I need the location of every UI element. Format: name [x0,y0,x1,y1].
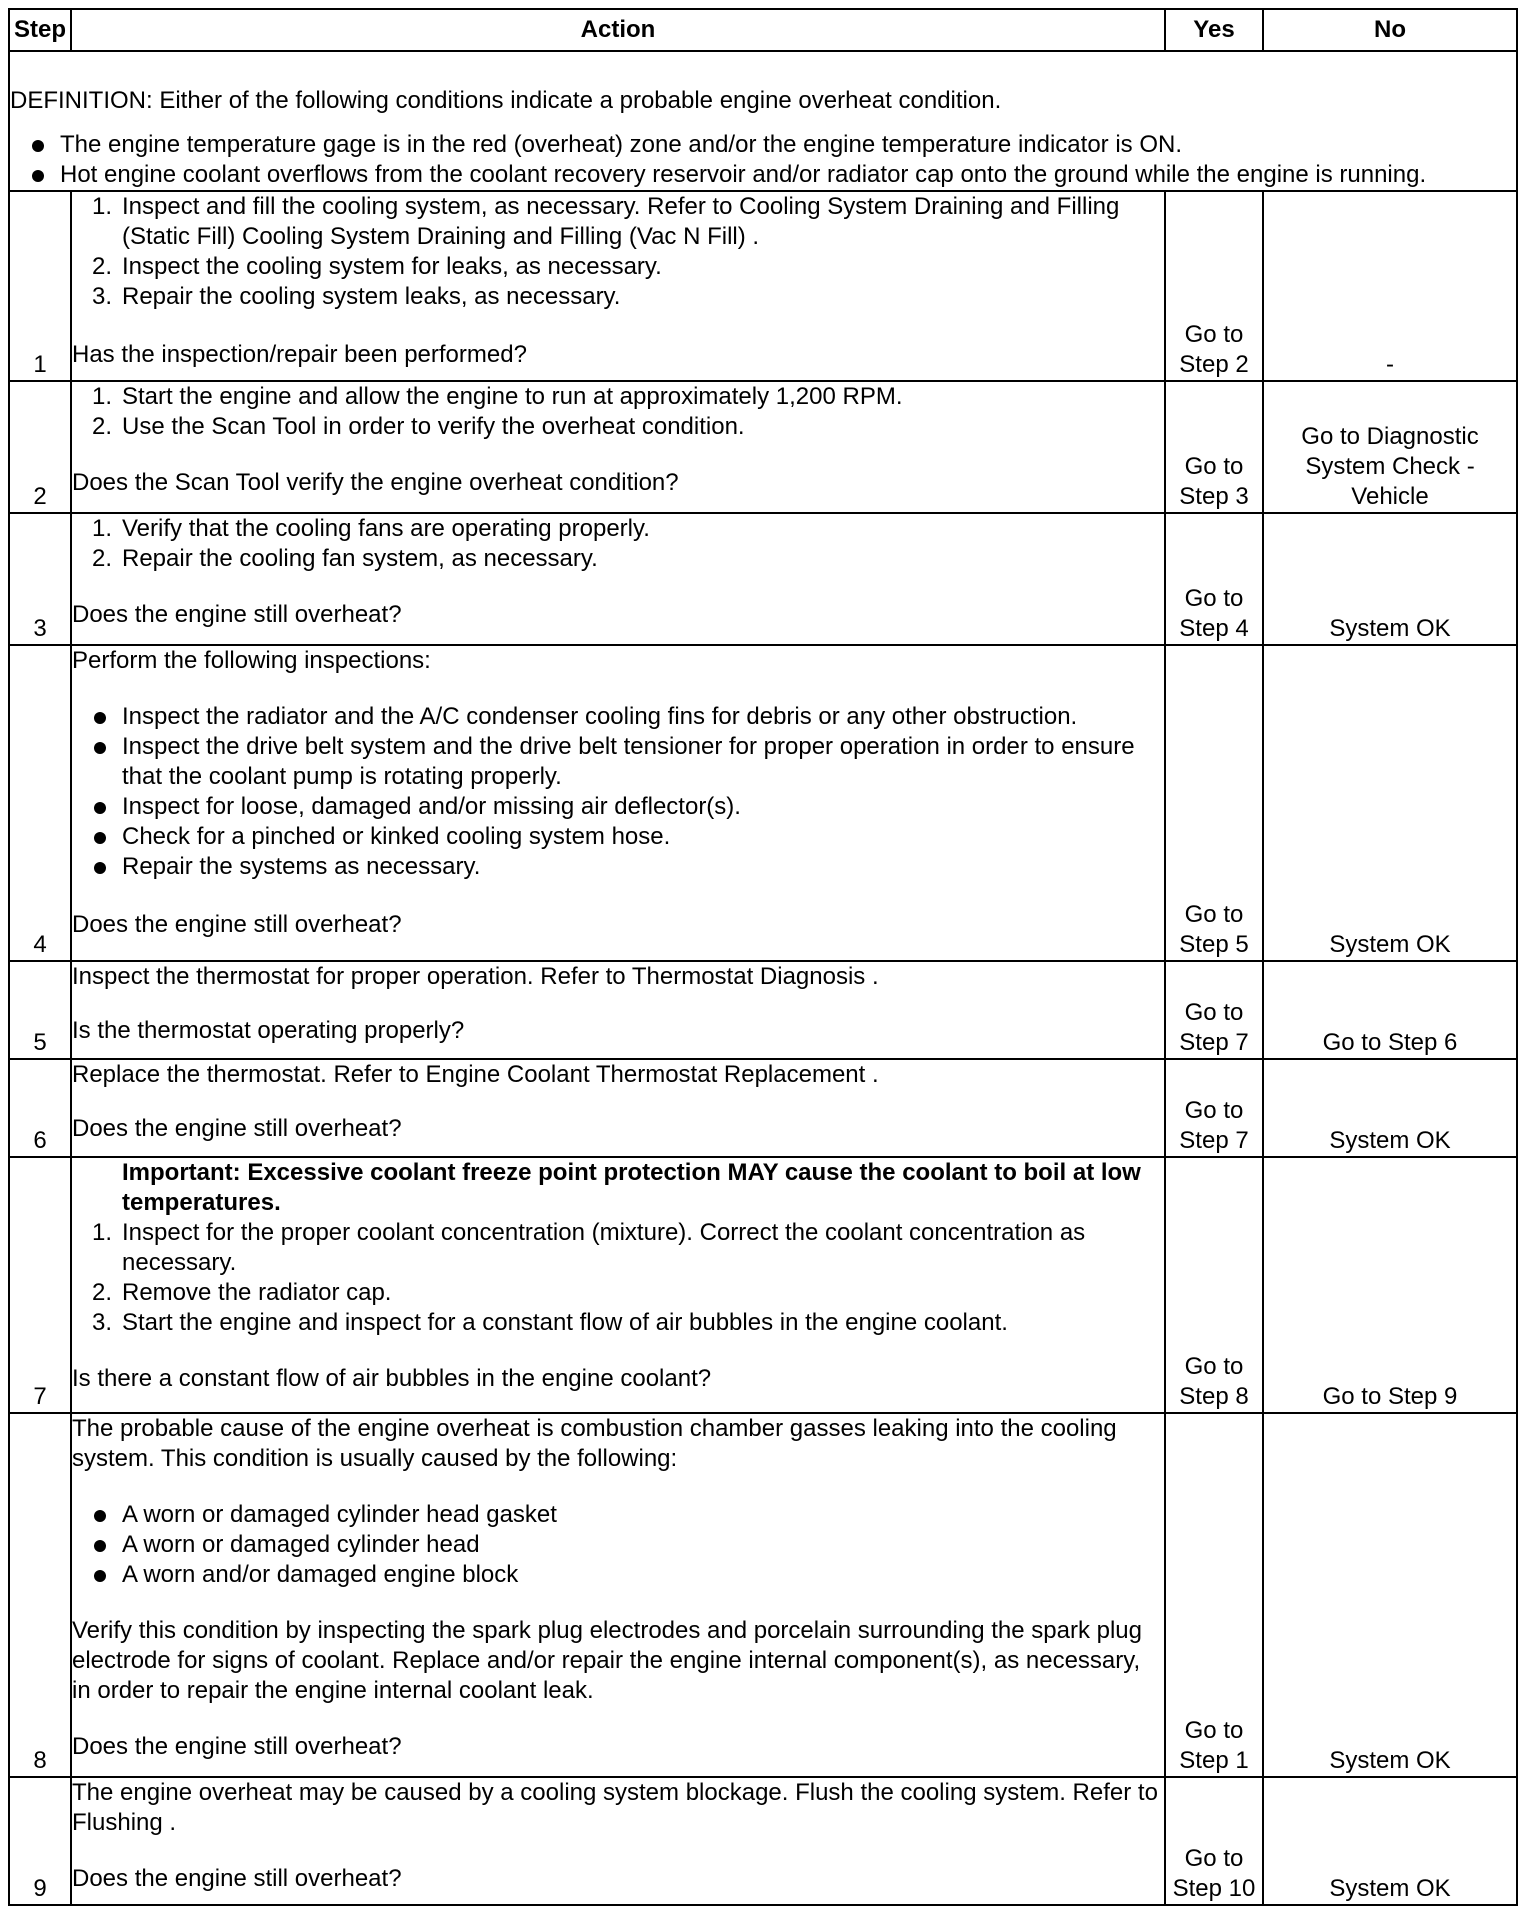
bullet-icon [94,1540,106,1552]
list-item: Repair the systems as necessary. [72,852,1164,882]
intro-text: Replace the thermostat. Refer to Engine Coolant Thermostat Replacement . [72,1061,879,1088]
action-cell [71,1059,1165,1157]
list-item: A worn or damaged cylinder head [72,1530,1164,1560]
step-number: 3 [9,513,71,645]
header-no: No [1263,9,1517,51]
bullet-icon [94,1570,106,1582]
no-cell: Go to Step 9 [1263,1157,1517,1413]
bullet-icon [94,802,106,814]
bullet-icon [94,832,106,844]
table-row [9,961,1517,1059]
list-item: 2. Repair the cooling fan system, as necessary. [91,545,598,572]
action-cell [71,645,1165,961]
yes-cell: Go to Step 5 [1165,645,1263,961]
step-number: 8 [9,1413,71,1777]
list-item: 1. Start the engine and allow the engine to run at approximately 1,200 RPM. [91,383,903,410]
yes-cell: Go to Step 3 [1165,381,1263,513]
question-text: Does the engine still overheat? [72,1733,402,1760]
action-cell [71,1413,1165,1777]
question-text: Has the inspection/repair been performed? [72,341,527,368]
header-row [9,9,1517,51]
list-item: 1. Inspect and fill the cooling system, as necessary. Refer to Cooling System Draining and Filling (Static Fill) Cooling System Draining and Filling (Vac N Fill) . [91,193,1120,250]
no-cell: System OK [1263,645,1517,961]
bullet-icon [32,170,44,182]
table-row [9,191,1517,381]
action-cell [71,1157,1165,1413]
intro-text: The engine overheat may be caused by a cooling system blockage. Flush the cooling system. Refer to Flushing . [72,1779,1158,1836]
table-row [9,645,1517,961]
definition-bullets [10,130,1516,190]
yes-cell: Go to Step 1 [1165,1413,1263,1777]
no-cell: System OK [1263,1777,1517,1905]
step-number: 4 [9,645,71,961]
action-cell [71,191,1165,381]
diagnostic-table [8,8,1518,1906]
table-row [9,1157,1517,1413]
header-step: Step [9,9,71,51]
yes-cell: Go to Step 4 [1165,513,1263,645]
step-number: 9 [9,1777,71,1905]
question-text: Is there a constant flow of air bubbles in the engine coolant? [72,1365,712,1392]
important-note: Important: Excessive coolant freeze point protection MAY cause the coolant to boil at low temperatures. [122,1159,1141,1216]
bullet-icon [32,140,44,152]
step-number: 7 [9,1157,71,1413]
list-item: Inspect the radiator and the A/C condenser cooling fins for debris or any other obstruction. [72,702,1164,732]
step-number: 5 [9,961,71,1059]
definition-cell [9,51,1517,191]
yes-cell: Go to Step 7 [1165,961,1263,1059]
action-steps [72,514,1164,574]
header-yes: Yes [1165,9,1263,51]
bullet-icon [94,742,106,754]
action-cell [71,1777,1165,1905]
intro-text: Perform the following inspections: [72,647,431,674]
yes-cell: Go to Step 7 [1165,1059,1263,1157]
table-row [9,1777,1517,1905]
yes-cell: Go to Step 8 [1165,1157,1263,1413]
bullet-icon [94,712,106,724]
list-item: A worn and/or damaged engine block [72,1560,1164,1590]
action-cell [71,961,1165,1059]
table-row [9,381,1517,513]
definition-row [9,51,1517,191]
list-item: 3. Repair the cooling system leaks, as necessary. [91,283,621,310]
definition-text: DEFINITION: Either of the following conditions indicate a probable engine overheat condition. [10,87,1002,114]
list-item: 3. Start the engine and inspect for a constant flow of air bubbles in the engine coolant. [91,1309,1008,1336]
action-steps [72,1218,1164,1338]
question-text: Does the engine still overheat? [72,601,402,628]
list-item: 2. Inspect the cooling system for leaks, as necessary. [91,253,662,280]
list-item: Hot engine coolant overflows from the coolant recovery reservoir and/or radiator cap onto the ground while the engine is running. [10,160,1516,190]
intro-text: The probable cause of the engine overheat is combustion chamber gasses leaking into the cooling system. This condition is usually caused by the following: [72,1415,1117,1472]
action-cell [71,513,1165,645]
question-text: Does the engine still overheat? [72,1115,402,1142]
intro-text: Inspect the thermostat for proper operation. Refer to Thermostat Diagnosis . [72,963,879,990]
step-number: 1 [9,191,71,381]
list-item: 2. Use the Scan Tool in order to verify the overheat condition. [91,413,745,440]
no-cell: System OK [1263,1059,1517,1157]
inspection-bullets [72,702,1164,882]
cause-bullets [72,1500,1164,1590]
no-cell: - [1263,191,1517,381]
list-item: Check for a pinched or kinked cooling system hose. [72,822,1164,852]
list-item: The engine temperature gage is in the red (overheat) zone and/or the engine temperature indicator is ON. [10,130,1516,160]
note-text: Verify this condition by inspecting the spark plug electrodes and porcelain surrounding the spark plug electrode for signs of coolant. Replace and/or repair the engine internal component(s), as necessary, in order to repair the engine internal coolant leak. [72,1617,1142,1704]
question-text: Is the thermostat operating properly? [72,1017,465,1044]
step-number: 6 [9,1059,71,1157]
table-row [9,1413,1517,1777]
yes-cell: Go to Step 2 [1165,191,1263,381]
table-row [9,1059,1517,1157]
table-row [9,513,1517,645]
list-item: Inspect for loose, damaged and/or missing air deflector(s). [72,792,1164,822]
bullet-icon [94,1510,106,1522]
bullet-icon [94,862,106,874]
list-item: 1. Verify that the cooling fans are operating properly. [91,515,650,542]
no-cell: Go to Diagnostic System Check - Vehicle [1263,381,1517,513]
list-item: 2. Remove the radiator cap. [91,1279,392,1306]
question-text: Does the engine still overheat? [72,911,402,938]
list-item: A worn or damaged cylinder head gasket [72,1500,1164,1530]
no-cell: System OK [1263,513,1517,645]
list-item: 1. Inspect for the proper coolant concentration (mixture). Correct the coolant concentration as necessary. [91,1219,1086,1276]
no-cell: Go to Step 6 [1263,961,1517,1059]
header-action: Action [71,9,1165,51]
action-steps [72,192,1164,312]
question-text: Does the engine still overheat? [72,1865,402,1892]
step-number: 2 [9,381,71,513]
action-cell [71,381,1165,513]
yes-cell: Go to Step 10 [1165,1777,1263,1905]
question-text: Does the Scan Tool verify the engine overheat condition? [72,469,679,496]
action-steps [72,382,1164,442]
list-item: Inspect the drive belt system and the drive belt tensioner for proper operation in order to ensure that the coolant pump is rotating properly. [72,732,1164,792]
no-cell: System OK [1263,1413,1517,1777]
